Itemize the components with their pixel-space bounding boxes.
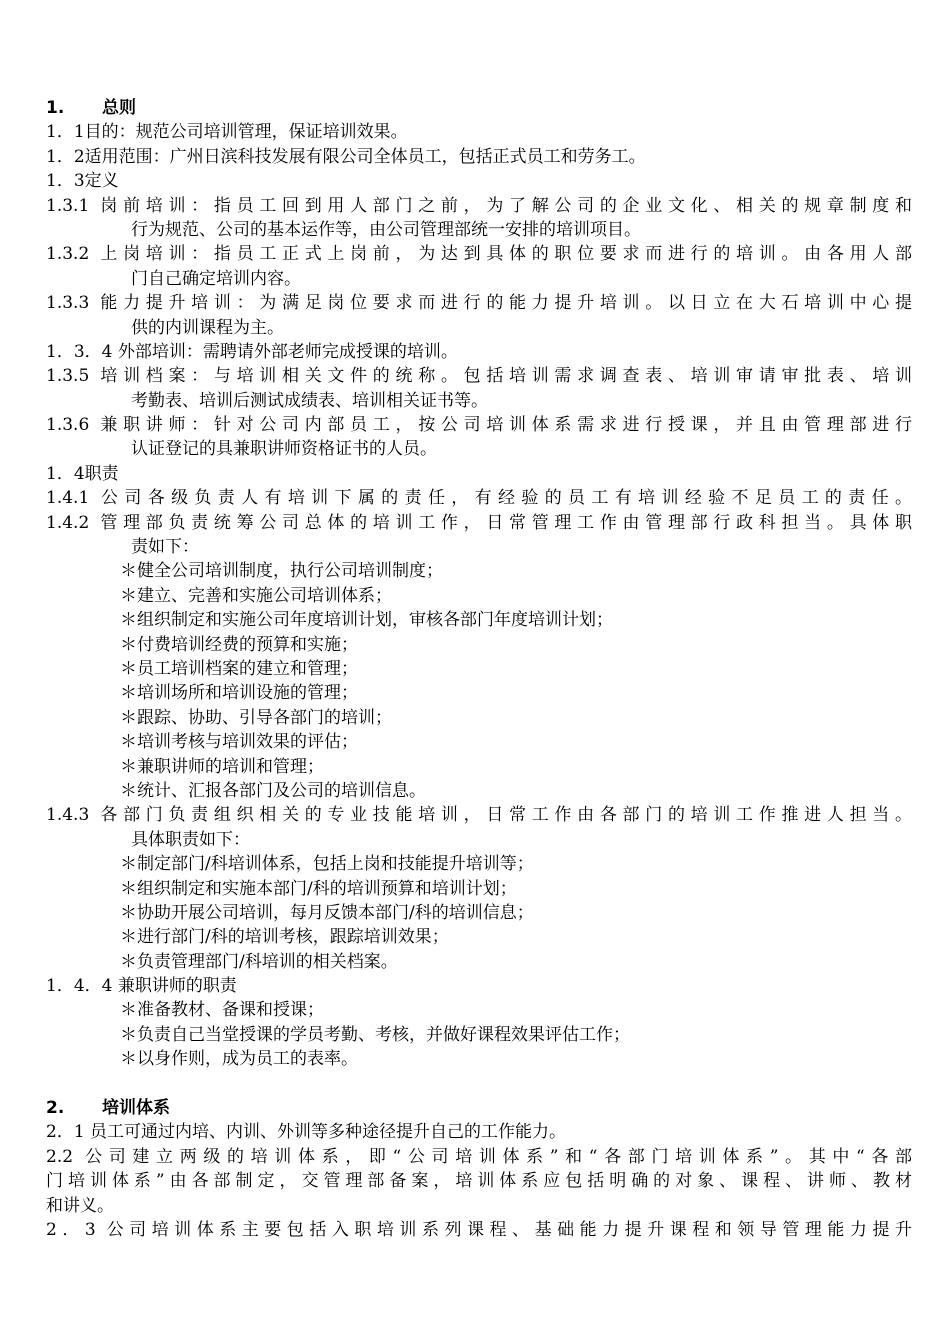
text-line: 1.4.3 各部门负责组织相关的专业技能培训，日常工作由各部门的培训工作推进人担当。 [46, 805, 912, 826]
bullet-item: ＊建立、完善和实施公司培训体系； [120, 585, 392, 606]
bullet-item: ＊制定部门/科培训体系，包括上岗和技能提升培训等； [120, 854, 534, 875]
bullet-item: ＊协助开展公司培训，每月反馈本部门/科的培训信息； [120, 902, 534, 923]
text-line: 1.4.2 管理部负责统筹公司总体的培训工作，日常管理工作由管理部行政科担当。具体职 [46, 512, 912, 533]
bullet-item: ＊培训场所和培训设施的管理； [120, 683, 358, 704]
text-line: 1．3定义 [46, 171, 119, 192]
bullet-item: ＊付费培训经费的预算和实施； [120, 634, 358, 655]
bullet-item: ＊负责自己当堂授课的学员考勤、考核，并做好课程效果评估工作； [120, 1024, 630, 1045]
text-line: 2.2 公司建立两级的培训体系，即“公司培训体系”和“各部门培训体系”。其中“各部 [46, 1146, 912, 1167]
bullet-item: ＊兼职讲师的培训和管理； [120, 756, 324, 777]
text-line: 和讲义。 [46, 1195, 114, 1216]
text-line: 1．2适用范围：广州日滨科技发展有限公司全体员工，包括正式员工和劳务工。 [46, 146, 646, 167]
text-line: 供的内训课程为主。 [131, 317, 284, 338]
bullet-item: ＊负责管理部门/科培训的相关档案。 [120, 951, 398, 972]
text-line: 1.4.1 公司各级负责人有培训下属的责任，有经验的员工有培训经验不足员工的责任。 [46, 488, 912, 509]
text-line: 1.3.5 培训档案：与培训相关文件的统称。包括培训需求调查表、培训审请审批表、培训 [46, 366, 912, 387]
text-line: 1．3．4 外部培训：需聘请外部老师完成授课的培训。 [46, 341, 458, 362]
text-line: 门自己确定培训内容。 [131, 268, 301, 289]
section-number: 2. [46, 1098, 65, 1119]
text-line: 2．3 公司培训体系主要包括入职培训系列课程、基础能力提升课程和领导管理能力提升 [46, 1219, 912, 1240]
bullet-item: ＊进行部门/科的培训考核，跟踪培训效果； [120, 927, 449, 948]
text-line: 责如下： [131, 537, 199, 558]
bullet-item: ＊以身作则，成为员工的表率。 [120, 1049, 358, 1070]
bullet-item: ＊培训考核与培训效果的评估； [120, 732, 358, 753]
section-title: 总则 [102, 98, 136, 118]
text-line: 行为规范、公司的基本运作等，由公司管理部统一安排的培训项目。 [131, 219, 641, 240]
section-number: 1. [46, 98, 65, 118]
bullet-item: ＊跟踪、协助、引导各部门的培训； [120, 707, 392, 728]
bullet-item: ＊组织制定和实施公司年度培训计划，审核各部门年度培训计划； [120, 610, 613, 631]
bullet-item: ＊员工培训档案的建立和管理； [120, 658, 358, 679]
text-line: 认证登记的具兼职讲师资格证书的人员。 [131, 439, 437, 460]
text-line: 门培训体系”由各部制定，交管理部备案，培训体系应包括明确的对象、课程、讲师、教材 [46, 1171, 912, 1192]
text-line: 1．4．4 兼职讲师的职责 [46, 976, 237, 997]
text-line: 1.3.1 岗前培训：指员工回到用人部门之前，为了解公司的企业文化、相关的规章制度和 [46, 195, 912, 216]
text-line: 1．1目的：规范公司培训管理，保证培训效果。 [46, 122, 408, 143]
text-line: 2．1 员工可通过内培、内训、外训等多种途径提升自己的工作能力。 [46, 1122, 567, 1143]
text-line: 1.3.2 上岗培训：指员工正式上岗前，为达到具体的职位要求而进行的培训。由各用人部 [46, 244, 912, 265]
bullet-item: ＊统计、汇报各部门及公司的培训信息。 [120, 780, 426, 801]
section-heading [46, 96, 912, 120]
section-title: 培训体系 [102, 1098, 170, 1119]
bullet-item: ＊组织制定和实施本部门/科的培训预算和培训计划； [120, 878, 517, 899]
text-line: 1.3.3 能力提升培训：为满足岗位要求而进行的能力提升培训。以日立在大石培训中心提 [46, 293, 912, 314]
document-body [46, 96, 912, 1242]
section-gap [46, 1072, 912, 1096]
text-line: 1.3.6 兼职讲师：针对公司内部员工，按公司培训体系需求进行授课，并且由管理部进行 [46, 415, 912, 436]
text-line: 考勤表、培训后测试成绩表、培训相关证书等。 [131, 390, 488, 411]
bullet-item: ＊准备教材、备课和授课； [120, 1000, 324, 1021]
bullet-item: ＊健全公司培训制度，执行公司培训制度； [120, 561, 443, 582]
section-heading [46, 1096, 912, 1120]
text-line: 具体职责如下： [131, 829, 250, 850]
text-line: 1．4职责 [46, 463, 119, 484]
